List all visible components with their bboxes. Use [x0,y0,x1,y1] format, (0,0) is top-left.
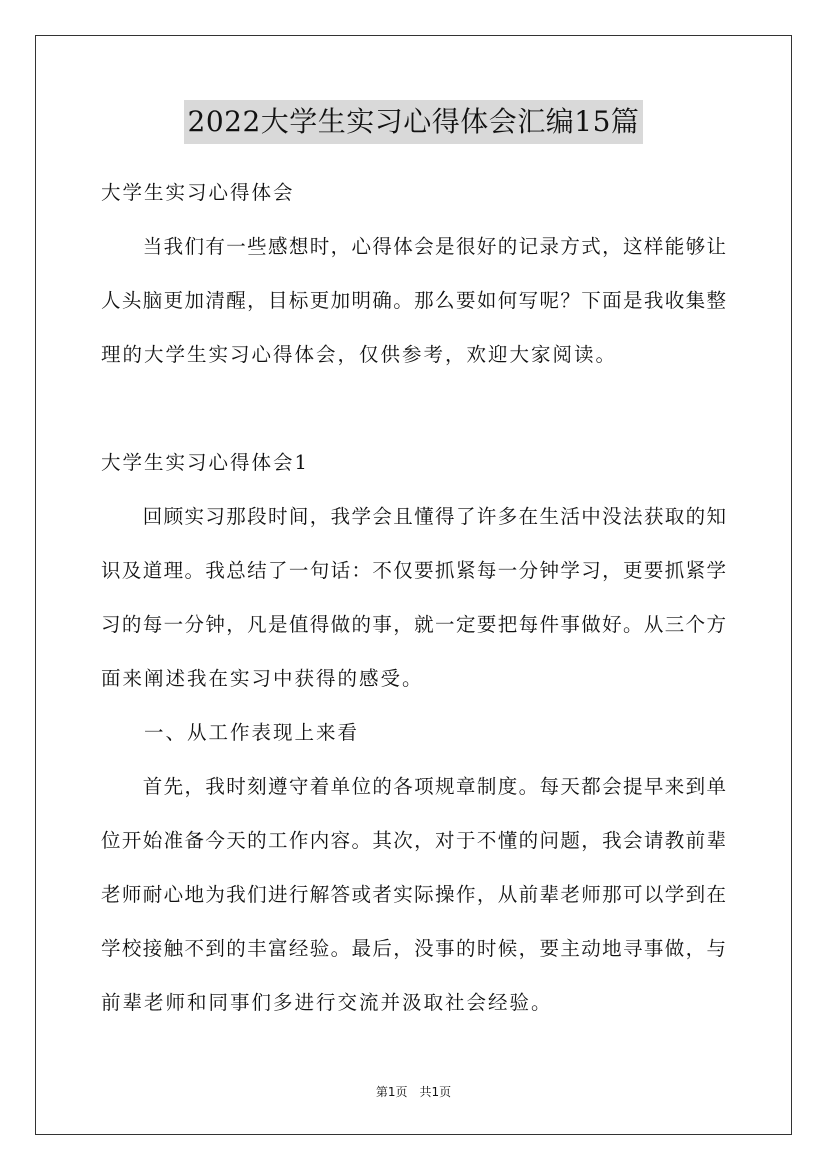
page-footer: 第1页 共1页 [375,1085,452,1099]
paragraph-line: 学校接触不到的丰富经验。最后，没事的时候，要主动地寻事做，与 [101,937,726,960]
document-title: 2022大学生实习心得体会汇编15篇 [184,100,644,144]
paragraph-line: 前辈老师和同事们多进行交流并汲取社会经验。 [101,991,553,1014]
title-wrapper [0,100,827,144]
subheading: 一、从工作表现上来看 [101,721,360,744]
intro-paragraph [101,229,726,373]
paragraph-line: 老师耐心地为我们进行解答或者实际操作，从前辈老师那可以学到在 [101,883,726,906]
paragraph-line: 识及道理。我总结了一句话：不仅要抓紧每一分钟学习，更要抓紧学 [101,559,726,582]
paragraph-line: 首先，我时刻遵守着单位的各项规章制度。每天都会提早来到单 [101,775,726,798]
paragraph-1 [101,499,726,697]
intro-line: 人头脑更加清醒，目标更加明确。那么要如何写呢？下面是我收集整 [101,289,726,312]
article-heading: 大学生实习心得体会1 [101,451,309,474]
intro-line: 理的大学生实习心得体会，仅供参考，欢迎大家阅读。 [101,343,618,366]
intro-line: 当我们有一些感想时，心得体会是很好的记录方式，这样能够让 [101,235,726,258]
section-heading: 大学生实习心得体会 [101,181,295,204]
document-body [101,175,726,1021]
paragraph-line: 位开始准备今天的工作内容。其次，对于不懂的问题，我会请教前辈 [101,829,726,852]
paragraph-2 [101,769,726,1021]
paragraph-line: 面来阐述我在实习中获得的感受。 [101,667,424,690]
paragraph-line: 习的每一分钟，凡是值得做的事，就一定要把每件事做好。从三个方 [101,613,726,636]
paragraph-line: 回顾实习那段时间，我学会且懂得了许多在生活中没法获取的知 [101,505,726,528]
